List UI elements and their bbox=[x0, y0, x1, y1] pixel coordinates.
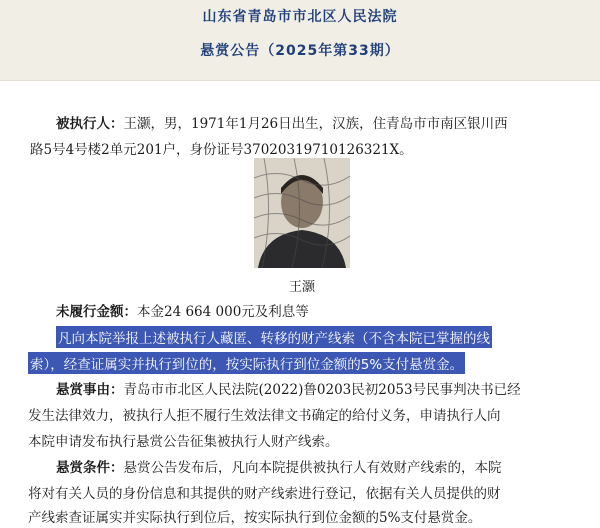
reason-line-2: 发生法律效力，被执行人拒不履行生效法律文书确定的给付义务，申请执行人向 bbox=[28, 408, 501, 424]
notice-title: 悬赏公告（2025年第33期） bbox=[200, 43, 400, 59]
amount-value: 本金24 664 000元及利息等 bbox=[137, 304, 309, 320]
amount-label: 未履行金额： bbox=[56, 304, 137, 320]
reason-label: 悬赏事由： bbox=[56, 382, 124, 398]
executee-line-2 bbox=[30, 138, 413, 158]
conditions-line-2: 将对有关人员的身份信息和其提供的财产线索进行登记，依据有关人员提供的财 bbox=[28, 486, 501, 502]
notice-banner bbox=[0, 0, 600, 81]
reason-text-1: 青岛市市北区人民法院(2022)鲁0203民初2053号民事判决书已经 bbox=[123, 382, 521, 398]
conditions-text-1: 悬赏公告发布后，凡向本院提供被执行人有效财产线索的，本院 bbox=[123, 460, 502, 476]
conditions-line-3: 产线索查证属实并实际执行到位后，按实际执行到位金额的5%支付悬赏金。 bbox=[28, 510, 482, 526]
court-name: 山东省青岛市市北区人民法院 bbox=[202, 9, 398, 25]
conditions-line-1 bbox=[56, 456, 502, 476]
reason-line-3: 本院申请发布执行悬赏公告征集被执行人财产线索。 bbox=[28, 434, 339, 450]
executee-label: 被执行人： bbox=[56, 116, 124, 132]
executee-photo bbox=[254, 158, 350, 268]
highlight-line-2: 索），经查证属实并执行到位的，按实际执行到位金额的5%支付悬赏金。 bbox=[28, 352, 465, 374]
highlight-line-1: 凡向本院举报上述被执行人藏匿、转移的财产线索（不含本院已掌握的线 bbox=[56, 326, 492, 348]
portrait-image bbox=[254, 158, 350, 268]
conditions-label: 悬赏条件： bbox=[56, 460, 124, 476]
photo-caption: 王灏 bbox=[288, 280, 315, 295]
reason-line-1 bbox=[56, 378, 521, 398]
amount-line bbox=[56, 300, 309, 320]
executee-text-2: 路5号4号楼2单元201户，身份证号37020319710126321X。 bbox=[30, 142, 413, 158]
executee-text-1: 王灏，男，1971年1月26日出生，汉族，住青岛市市南区银川西 bbox=[123, 116, 508, 132]
executee-line-1 bbox=[56, 112, 508, 132]
